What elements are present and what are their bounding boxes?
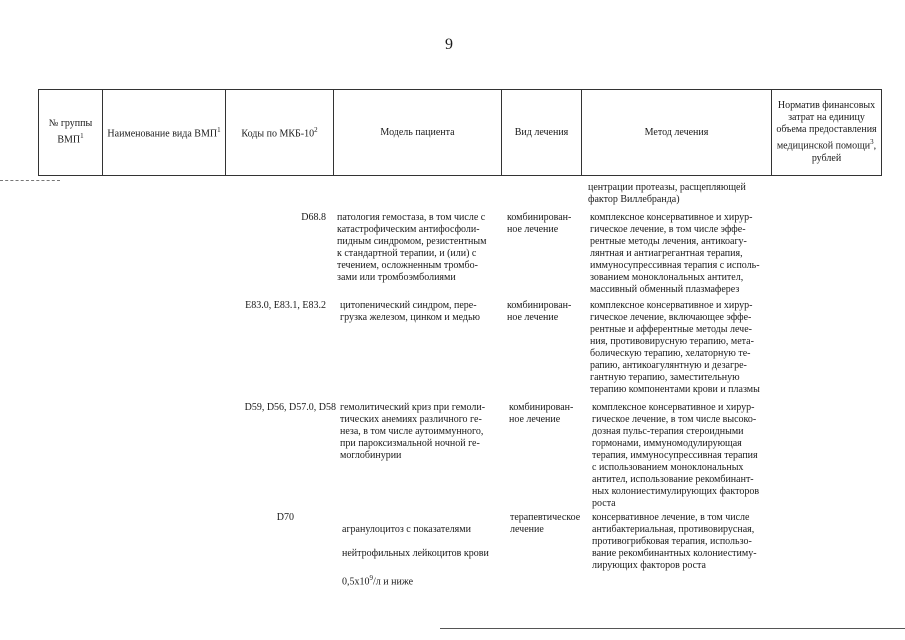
row-model: патология гемостаза, в том числе с катастрофическим антифосфоли- пидным синдромом, резистентным к стандартной терапии, и (или) с течением, осложненным тромбо- зами или тромбоэмболиями (337, 212, 487, 283)
row-code: D68.8 (301, 212, 326, 223)
row-model: агранулоцитоз с показателями нейтрофильных лейкоцитов крови $0,5x10^9/л$ и ниже (342, 524, 489, 588)
header-group-number: № группы ВМП$^1$ (39, 90, 103, 176)
row-code: D59, D56, D57.0, D58 (244, 402, 336, 413)
row-type: комбинирован- ное лечение (509, 402, 574, 425)
row-type: комбинирован- ное лечение (507, 300, 572, 323)
table-header (38, 89, 882, 176)
row-method: комплексное консервативное и хирур- гическое лечение, включающее эффе- рентные и афферентные методы лече- ния, противовирусную терапию, мета- болическую терапию, хелаторную те- рапию, антикоагулянтную и дезагре- гантную терапию, заместительную терапию компонентами крови и плазмы (590, 300, 760, 395)
header-vmp-name: Наименование вида ВМП$^1$ (103, 90, 226, 176)
header-patient-model: Модель пациента (334, 90, 502, 176)
row-model: гемолитический криз при гемоли- тических анемиях различного ге- неза, в том числе аутоиммунного, при пароксизмальной ночной ге- моглобинурии (340, 402, 486, 461)
row-code: E83.0, E83.1, E83.2 (245, 300, 326, 311)
row-model: цитопенический синдром, пере- грузка железом, цинком и медью (340, 300, 481, 323)
row-method: консервативное лечение, в том числе антибактериальная, противовирусная, противогрибковая терапия, использо- вание рекомбинантных колониестиму- лирующих факторов роста (592, 512, 757, 571)
row-type: комбинирован- ное лечение (507, 212, 572, 235)
header-treatment-method: Метод лечения (582, 90, 772, 176)
row-type: терапевтическое лечение (510, 512, 581, 535)
header-financial-norm: Норматив финансовых затрат на единицу объема предоставления медицинской помощи$^3$, рублей (772, 90, 882, 176)
page-number: 9 (445, 36, 453, 53)
continuation-method: центрации протеазы, расщепляющей фактор Виллебранда) (588, 182, 746, 205)
page-edge-line (440, 628, 905, 629)
header-treatment-type: Вид лечения (502, 90, 582, 176)
header-icd-codes: Коды по МКБ-$10^2$ (226, 90, 334, 176)
row-code: D70 (276, 512, 294, 523)
row-method: комплексное консервативное и хирур- гическое лечение, в том числе высоко- дозная пульс-терапия стероидными гормонами, иммуномодулирующая терапия, иммуносупрессивная терапия с использованием моноклональных антител, использование рекомбинант- ных колониестимулирующих факторов роста (592, 402, 760, 509)
divider (0, 180, 60, 181)
row-method: комплексное консервативное и хирур- гическое лечение, в том числе эффе- рентные методы лечения, антикоагу- лянтная и антиагрегантная терапия, иммуносупрессивная терапия с исполь- зованием моноклональных антител, массивный обменный плазмаферез (590, 212, 760, 295)
